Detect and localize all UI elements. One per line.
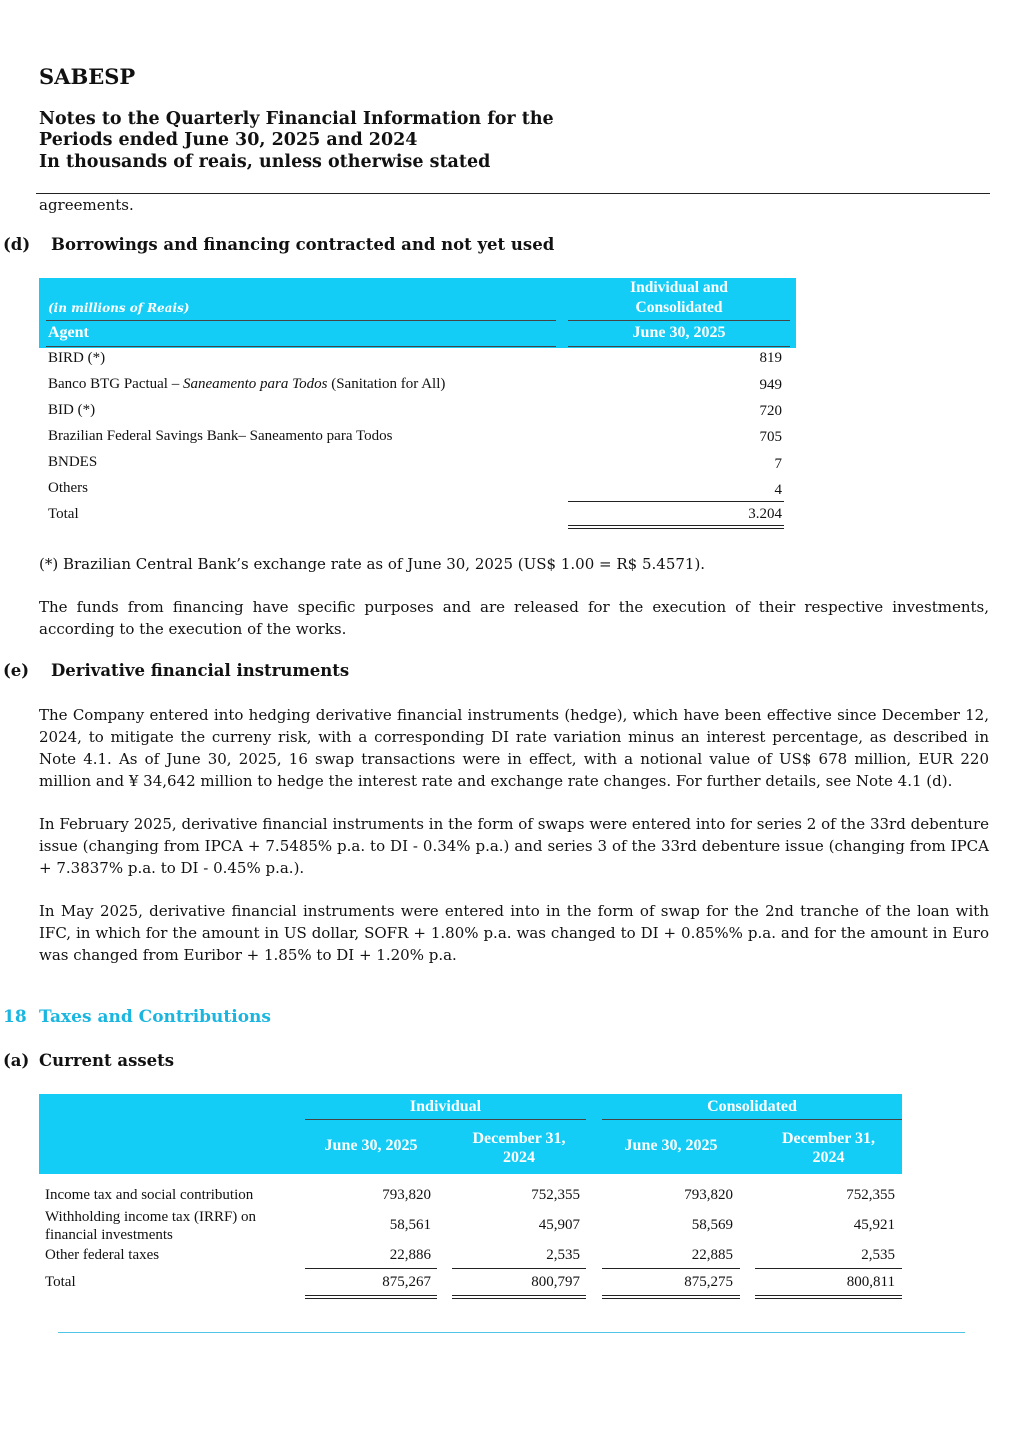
total-double-line bbox=[755, 1295, 902, 1299]
footnote: (*) Brazilian Central Bank’s exchange rate as of June 30, 2025 (US$ 1.00 = R$ 5.4571). bbox=[39, 555, 706, 573]
row-agent: Brazilian Federal Savings Bank– Saneamento para Todos bbox=[48, 428, 393, 444]
row-agent: BNDES bbox=[48, 454, 98, 470]
row-value: 2,535 bbox=[546, 1247, 580, 1263]
row-value: 7 bbox=[774, 456, 782, 472]
units-label: (in millions of Reais) bbox=[48, 301, 190, 315]
subtotal-line bbox=[568, 501, 784, 502]
row-label: Other federal taxes bbox=[45, 1247, 160, 1263]
agent-text: Banco BTG Pactual – bbox=[48, 376, 183, 392]
row-label bbox=[45, 1208, 256, 1244]
footer-rule bbox=[58, 1332, 965, 1333]
subtotal-line bbox=[602, 1268, 740, 1269]
col-dec-2024-individual bbox=[452, 1129, 586, 1167]
subsection-a-title: Current assets bbox=[39, 1051, 175, 1070]
col-group-header bbox=[568, 278, 790, 318]
row-label: Income tax and social contribution bbox=[45, 1187, 254, 1203]
agent-text: (Sanitation for All) bbox=[327, 376, 446, 392]
row-value: 58,561 bbox=[389, 1217, 431, 1233]
row-value: 4 bbox=[774, 482, 782, 498]
note-number: 18 bbox=[3, 1007, 27, 1027]
report-title-line3: In thousands of reais, unless otherwise stated bbox=[39, 152, 491, 172]
total-label: Total bbox=[48, 506, 79, 522]
group-line-individual bbox=[305, 1119, 586, 1120]
row-value: 45,921 bbox=[853, 1217, 895, 1233]
header-line-right bbox=[568, 320, 790, 321]
agent-program: Saneamento para Todos bbox=[182, 376, 328, 392]
row-value: 58,569 bbox=[691, 1217, 733, 1233]
total-label: Total bbox=[45, 1274, 76, 1290]
total-double-line bbox=[602, 1295, 740, 1299]
row-value: 22,886 bbox=[389, 1247, 431, 1263]
row-value: 2,535 bbox=[861, 1247, 895, 1263]
row-value: 45,907 bbox=[538, 1217, 580, 1233]
group-individual: Individual bbox=[409, 1098, 482, 1115]
financing-note: The funds from financing have specific purposes and are released for the execution of their respective investments, according to the execution of the works. bbox=[39, 598, 989, 638]
total-double-line bbox=[452, 1295, 586, 1299]
row-label-line: Withholding income tax (IRRF) on bbox=[45, 1209, 257, 1225]
subtotal-line bbox=[755, 1268, 902, 1269]
row-value: 752,355 bbox=[531, 1187, 580, 1203]
report-title-line1: Notes to the Quarterly Financial Information for the bbox=[39, 109, 554, 129]
col-june-2025-consolidated: June 30, 2025 bbox=[624, 1137, 718, 1154]
note-title: Taxes and Contributions bbox=[39, 1007, 271, 1027]
col-header-line: December 31, bbox=[782, 1130, 875, 1147]
row-value: 793,820 bbox=[382, 1187, 431, 1203]
col-dec-2024-consolidated bbox=[755, 1129, 902, 1167]
section-d-title: Borrowings and financing contracted and not yet used bbox=[51, 235, 555, 254]
row-value: 752,355 bbox=[846, 1187, 895, 1203]
subtotal-line bbox=[305, 1268, 437, 1269]
continuation-text: agreements. bbox=[39, 196, 134, 214]
row-value: 793,820 bbox=[684, 1187, 733, 1203]
total-value: 875,275 bbox=[684, 1274, 733, 1290]
section-d-label: (d) bbox=[3, 235, 31, 254]
col-header-line: 2024 bbox=[503, 1149, 535, 1166]
header-rule bbox=[36, 193, 990, 194]
row-agent: Others bbox=[48, 480, 88, 496]
total-value: 875,267 bbox=[382, 1274, 431, 1290]
col-june-2025-individual: June 30, 2025 bbox=[324, 1137, 418, 1154]
derivatives-paragraph-3: In May 2025, derivative financial instruments were entered into in the form of swap for the 2nd tranche of the loan with IFC, in which for the amount in US dollar, SOFR + 1.80% p.a. was changed to DI + 0.85%% p.a. and for the amount in Euro was changed from Euribor + 1.85% to DI + 1.20% p.a. bbox=[39, 902, 989, 964]
subtotal-line bbox=[452, 1268, 586, 1269]
section-e-title: Derivative financial instruments bbox=[51, 661, 350, 680]
total-value: 800,811 bbox=[846, 1274, 895, 1290]
report-title-line2: Periods ended June 30, 2025 and 2024 bbox=[39, 130, 418, 150]
row-label-line: financial investments bbox=[45, 1227, 173, 1243]
total-double-line bbox=[305, 1295, 437, 1299]
agent-header: Agent bbox=[48, 324, 89, 341]
col-header-line: December 31, bbox=[472, 1130, 566, 1147]
header-bottom-left bbox=[46, 346, 556, 347]
header-bottom-right bbox=[568, 346, 790, 347]
derivatives-paragraph-2: In February 2025, derivative financial instruments in the form of swaps were entered into for series 2 of the 33rd debenture issue (changing from IPCA + 7.5485% p.a. to DI - 0.34% p.a.) and series 3 of the 33rd debenture issue (changing from IPCA + 7.3837% p.a. to DI - 0.45% p.a.). bbox=[39, 815, 989, 877]
row-value: 705 bbox=[759, 429, 782, 445]
company-name: SABESP bbox=[39, 64, 136, 89]
section-e-label: (e) bbox=[3, 661, 30, 680]
row-agent: BIRD (*) bbox=[48, 350, 106, 366]
group-line-consolidated bbox=[602, 1119, 902, 1120]
subsection-a-label: (a) bbox=[3, 1051, 30, 1070]
row-value: 819 bbox=[759, 350, 782, 366]
total-value: 800,797 bbox=[531, 1274, 580, 1290]
row-value: 720 bbox=[759, 403, 782, 419]
total-value: 3.204 bbox=[748, 506, 782, 522]
col-group-line2: Consolidated bbox=[635, 299, 723, 316]
group-consolidated: Consolidated bbox=[707, 1098, 797, 1115]
col-group-line1: Individual and bbox=[630, 279, 728, 296]
date-header: June 30, 2025 bbox=[632, 324, 726, 341]
total-double-line bbox=[568, 525, 784, 529]
col-header-line: 2024 bbox=[812, 1149, 845, 1166]
derivatives-paragraph-1: The Company entered into hedging derivative financial instruments (hedge), which have been effective since December 12, 2024, to mitigate the curreny risk, with a corresponding DI rate variation minus an interest percentage, as described in Note 4.1. As of June 30, 2025, 16 swap transactions were in effect, with a notional value of US$ 678 million, EUR 220 million and ¥ 34,642 million to hedge the interest rate and exchange rate changes. For further details, see Note 4.1 (d). bbox=[39, 706, 989, 790]
row-value: 22,885 bbox=[691, 1247, 733, 1263]
row-agent: BID (*) bbox=[48, 402, 96, 418]
row-value: 949 bbox=[759, 377, 782, 393]
row-agent bbox=[48, 376, 445, 393]
header-line-left bbox=[46, 320, 556, 321]
